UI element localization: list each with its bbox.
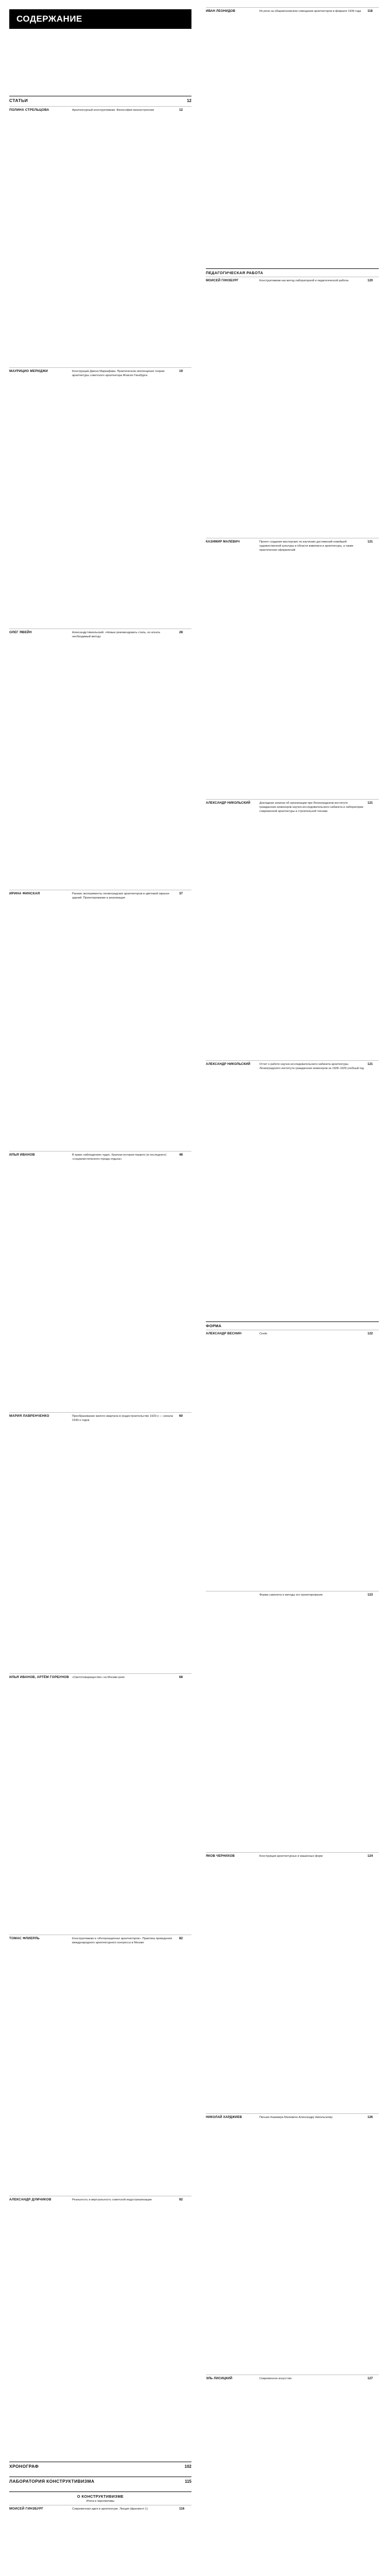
list-item[interactable] [206, 7, 379, 268]
list-item[interactable] [9, 890, 191, 1151]
entry-author: АЛЕКСАНДР ВЕСНИН [206, 1332, 242, 1335]
entry-page: 124 [367, 1854, 373, 1858]
left-content [9, 29, 191, 2576]
section-header-hronograf[interactable] [9, 2462, 191, 2469]
section-title: ХРОНОГРАФ [9, 2464, 39, 2469]
entry-author: АЛЕКСАНДР НИКОЛЬСКИЙ [206, 1062, 251, 1066]
list-item[interactable] [206, 799, 379, 1060]
entry-page: 116 [179, 2507, 185, 2511]
entry-page: 121 [367, 1062, 373, 1066]
right-column [201, 0, 386, 2380]
entry-author: МОИСЕЙ ГИНЗБУРГ [206, 279, 239, 282]
list-item[interactable] [206, 2375, 379, 2576]
entry-author: ИВАН ЛЕОНИДОВ [206, 9, 236, 13]
list-item[interactable] [206, 1330, 379, 1591]
entry-page: 120 [367, 279, 373, 282]
list-item[interactable] [9, 1673, 191, 1935]
entry-page: 123 [367, 1593, 373, 1597]
entry-page: 126 [367, 2115, 373, 2119]
entry-page: 68 [179, 1675, 183, 1679]
entry-author: МОИСЕЙ ГИНЗБУРГ [9, 2507, 44, 2511]
list-item[interactable] [9, 1412, 191, 1673]
entry-page: 19 [179, 369, 183, 373]
entry-author: КАЗИМИР МАЛЕВИЧ [206, 540, 240, 544]
page-title: СОДЕРЖАНИЕ [16, 14, 82, 24]
list-item[interactable] [206, 277, 379, 538]
entry-title: Письмо Казимира Малевича Александру Никольскому [259, 2116, 333, 2119]
entry-author: ЯКОВ ЧЕРНИХОВ [206, 1854, 235, 1858]
list-item[interactable] [206, 1060, 379, 1321]
entry-author: ИРИНА ФИНСКАЯ [9, 892, 40, 895]
entry-page: 28 [179, 631, 183, 634]
list-item[interactable] [206, 1852, 379, 2113]
entry-author: ИЛЬЯ ИВАНОВ, АРТЁМ ГОРБУНОВ [9, 1675, 69, 1679]
entry-author: ПОЛИНА СТРЕЛЬЦОВА [9, 108, 49, 112]
section-header-statii [9, 96, 191, 103]
section-page: 115 [185, 2479, 191, 2484]
spacer [9, 2472, 191, 2477]
entry-page: 37 [179, 892, 183, 895]
entry-title: Современное искусство [259, 2377, 292, 2380]
section-header-laboratoriya[interactable] [9, 2477, 191, 2484]
section-title: СТАТЬИ [9, 98, 28, 103]
entry-title: В ярких наблюдениях чудес. Краткая история первого (и последнего) «социалистического города отдыха» [72, 1154, 167, 1161]
entry-title: Конструктивизм и «Интернационал архитекторов». Практика проведения международного архитектурного конгресса в Москве [72, 1937, 172, 1945]
spacer [9, 2487, 191, 2492]
entry-page: 118 [367, 9, 373, 13]
entry-page: 12 [179, 108, 183, 112]
entry-title: Преобразование жилого квартала в градостроительстве 1920-х — начала 1930-х годов [72, 1415, 173, 1422]
entry-author: АЛЕКСАНДР НИКОЛЬСКИЙ [206, 801, 251, 805]
list-item[interactable] [9, 367, 191, 629]
list-item[interactable] [9, 106, 191, 367]
section-header-pedagogicheskaya: ПЕДАГОГИЧЕСКАЯ РАБОТА [206, 268, 379, 277]
entry-title: Докладная записка об организации при Ленинградском институте гражданских инженеров научно-исследовательского кабинета и лаборатории современной архитектуры и строительной техники [259, 802, 363, 814]
entry-author: НИКОЛАЙ ХАРДЖИЕВ [206, 2115, 242, 2119]
entry-title: «Светотоварищество» на Москве-реке [72, 1676, 125, 1679]
list-item[interactable] [206, 1591, 379, 1852]
entry-title: Архитектурный конструктивизм. Философия жизнестроения [72, 109, 154, 112]
entry-page: 121 [367, 801, 373, 805]
list-item[interactable] [206, 538, 379, 799]
entry-title: Конструктивизм как метод лабораторной и педагогической работы [259, 279, 349, 282]
entry-title: Проект создания мастерских по изучению достижений новейшей художественной культуры в области живописи и архитектуры, а также практических оформлений [259, 540, 354, 552]
entry-author: МАРИЯ ЛАВРЕНЧЕНКО [9, 1414, 49, 1418]
subsection-header: О КОНСТРУКТИВИЗМЕ [9, 2492, 191, 2500]
entry-author: АЛЕКСАНДР ДУМЧИКОВ [9, 2198, 51, 2201]
list-item[interactable] [9, 629, 191, 890]
section-title: ЛАБОРАТОРИЯ КОНСТРУКТИВИЗМА [9, 2479, 95, 2484]
entry-page: 127 [367, 2377, 373, 2380]
entry-title: Ранние эксперименты ленинградских архитекторов в цветовой окраске зданий. Проектирование и реализация [72, 892, 170, 900]
entry-title: Конструкции архитектурных и машинных форм [259, 1855, 323, 1858]
page-title-block [9, 9, 191, 29]
entry-page: 122 [367, 1332, 373, 1335]
section-page: 12 [187, 98, 191, 103]
entry-page: 121 [367, 540, 373, 544]
list-item[interactable] [9, 1151, 191, 1412]
entry-author: ИЛЬЯ ИВАНОВ [9, 1153, 35, 1157]
entry-page: 82 [179, 1937, 183, 1940]
entry-author: ЭЛЬ ЛИСИЦКИЙ [206, 2377, 233, 2380]
list-item[interactable] [9, 2196, 191, 2457]
spacer [9, 2457, 191, 2462]
entry-title: Форма самолета и методы его проектирования [259, 1594, 323, 1597]
subsection-subtitle: Итоги и перспективы [86, 2500, 115, 2503]
entry-page: 48 [179, 1153, 183, 1157]
right-content [206, 0, 379, 2576]
list-item[interactable] [206, 2113, 379, 2375]
list-item[interactable] [9, 2505, 191, 2576]
entry-title: Credo [259, 1332, 268, 1335]
entry-title: Отчет о работе научно-исследовательского кабинета архитектуры Ленинградского института гражданских инженеров за 1928–1929 учебный год [259, 1063, 364, 1071]
entry-author: ТОМАС ФЛИЕРЛЬ [9, 1937, 40, 1940]
entry-author: МАУРИЦИО МЕРИДЖИ [9, 369, 48, 373]
entry-title: Конструкция Джона Маркафава. Практическою воплощение теории архитектуры советского архитектора Моисея Гинзбурга [72, 370, 165, 378]
entry-title: Реальность и виртуальность советской индустриализации [72, 2198, 152, 2201]
entry-author: ОЛЕГ ЯВЕЙН [9, 631, 32, 634]
entry-title: Современная идея в архитектуре. Лекция (фрагмент 1) [72, 2507, 148, 2511]
entry-title: Александр Никольский. «Новые рекомендовать стиль, но искать необходимый метод» [72, 631, 161, 639]
section-header-forma: ФОРМА [206, 1321, 379, 1330]
entry-page: 92 [179, 2198, 183, 2201]
entry-page: 60 [179, 1414, 183, 1418]
section-page: 102 [184, 2464, 191, 2469]
entry-title: Из речи на общемосковском совещании архитекторов в феврале 1936 года [259, 10, 361, 13]
list-item[interactable] [9, 1935, 191, 2196]
